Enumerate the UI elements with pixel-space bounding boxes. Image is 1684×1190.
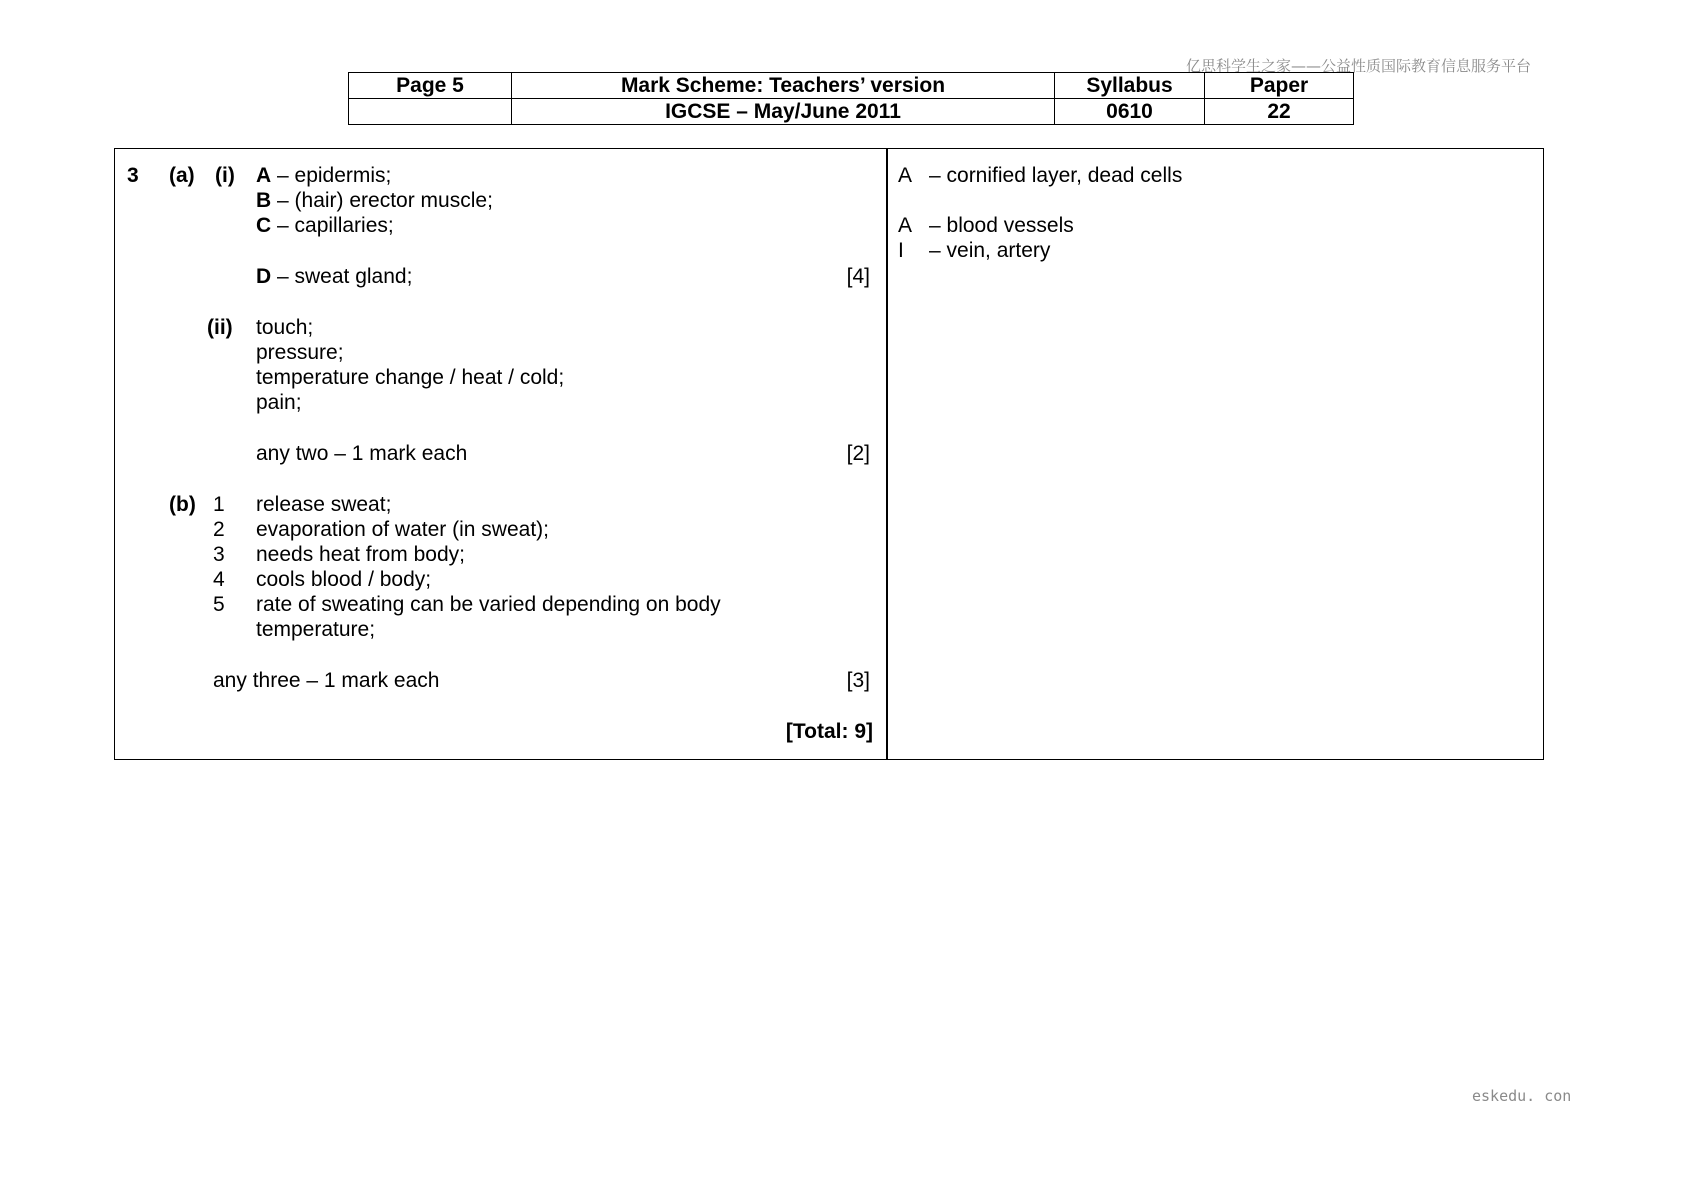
question-number: 3 bbox=[127, 164, 139, 187]
mark-scheme-table bbox=[114, 148, 1544, 760]
guidance-code: I bbox=[898, 239, 904, 262]
answer-letter: C bbox=[256, 214, 272, 237]
column-divider bbox=[886, 149, 888, 759]
answer-line: pressure; bbox=[256, 341, 344, 364]
mark-a-i: [4] bbox=[846, 265, 870, 288]
part-a-label: (a) bbox=[169, 164, 195, 187]
guidance-text: – vein, artery bbox=[929, 239, 1051, 262]
part-a-i-label: (i) bbox=[215, 164, 235, 187]
empty-cell bbox=[349, 99, 512, 125]
point-text: rate of sweating can be varied depending on body bbox=[256, 593, 721, 616]
answer-line bbox=[256, 188, 493, 213]
guidance-text: – blood vessels bbox=[929, 214, 1074, 237]
point-text: evaporation of water (in sweat); bbox=[256, 518, 549, 541]
marking-rule: any two – 1 mark each bbox=[256, 442, 468, 465]
marking-rule: any three – 1 mark each bbox=[213, 669, 440, 692]
point-text-continued: temperature; bbox=[256, 618, 376, 641]
point-number: 4 bbox=[213, 568, 225, 591]
paper-number: 22 bbox=[1205, 99, 1354, 125]
header-table bbox=[348, 72, 1354, 125]
exam-session: IGCSE – May/June 2011 bbox=[512, 99, 1055, 125]
total-mark: [Total: 9] bbox=[785, 720, 873, 743]
paper-label: Paper bbox=[1205, 73, 1354, 99]
point-number: 3 bbox=[213, 543, 225, 566]
part-b-label: (b) bbox=[169, 493, 196, 516]
answer-line: temperature change / heat / cold; bbox=[256, 366, 565, 389]
guidance-text: – cornified layer, dead cells bbox=[929, 164, 1183, 187]
point-text: needs heat from body; bbox=[256, 543, 465, 566]
mark-b: [3] bbox=[846, 669, 870, 692]
answer-text: – epidermis; bbox=[271, 164, 392, 187]
answer-letter: D bbox=[256, 265, 272, 288]
point-text: cools blood / body; bbox=[256, 568, 432, 591]
answer-text: – sweat gland; bbox=[271, 265, 413, 288]
guidance-code: A bbox=[898, 164, 913, 187]
guidance-code: A bbox=[898, 214, 913, 237]
part-a-ii-label: (ii) bbox=[207, 316, 233, 339]
syllabus-label: Syllabus bbox=[1055, 73, 1205, 99]
answer-line bbox=[256, 213, 394, 238]
point-number: 1 bbox=[213, 493, 225, 516]
answer-line bbox=[256, 264, 412, 289]
answer-text: – (hair) erector muscle; bbox=[271, 189, 493, 212]
point-number: 2 bbox=[213, 518, 225, 541]
watermark-top: 亿思科学生之家——公益性质国际教育信息服务平台 bbox=[1186, 57, 1532, 75]
answer-letter: B bbox=[256, 189, 272, 212]
document-title: Mark Scheme: Teachers’ version bbox=[512, 73, 1055, 99]
page-number: Page 5 bbox=[349, 73, 512, 99]
answer-line: touch; bbox=[256, 316, 314, 339]
answer-line bbox=[256, 163, 391, 188]
watermark-bottom: eskedu. con bbox=[1472, 1087, 1572, 1105]
answer-letter: A bbox=[256, 164, 272, 187]
point-text: release sweat; bbox=[256, 493, 392, 516]
point-number: 5 bbox=[213, 593, 225, 616]
answer-text: – capillaries; bbox=[271, 214, 394, 237]
answer-line: pain; bbox=[256, 391, 302, 414]
mark-a-ii: [2] bbox=[846, 442, 870, 465]
syllabus-code: 0610 bbox=[1055, 99, 1205, 125]
